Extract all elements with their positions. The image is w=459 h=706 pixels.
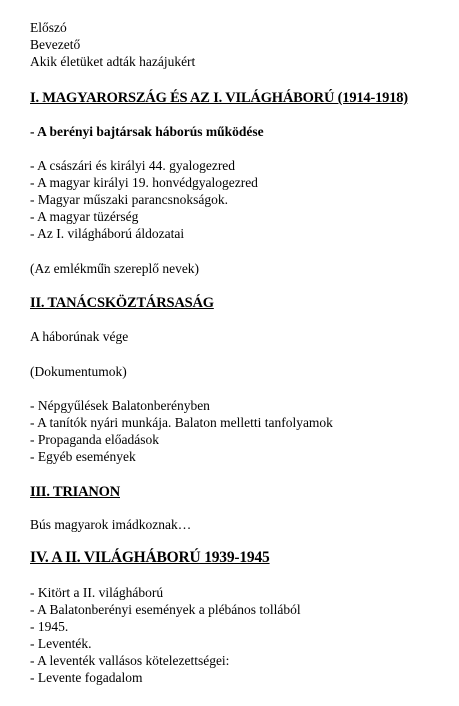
- section-4-item: - A leventék vallásos kötelezettségei:: [30, 653, 230, 668]
- section-1-item: - A magyar királyi 19. honvédgyalogezred: [30, 175, 258, 190]
- introduction-entry: Bevezető: [30, 37, 81, 52]
- section-1-title: I. MAGYARORSZÁG ÉS AZ I. VILÁGHÁBORÚ (1914-1918): [30, 90, 408, 106]
- section-4-item: - Levente fogadalom: [30, 670, 143, 685]
- section-2-item: - Propaganda előadások: [30, 432, 159, 447]
- section-1-item: - A magyar tüzérség: [30, 209, 139, 224]
- section-1-note: (Az emlékmű̈n szereplő nevek): [30, 261, 200, 276]
- section-1-subtitle: - A berényi bajtársak háborús működése: [30, 124, 264, 139]
- section-3-title: III. TRIANON: [30, 484, 120, 500]
- section-3-text: Bús magyarok imádkoznak…: [30, 517, 192, 532]
- dedication-entry: Akik életüket adták hazájukért: [30, 54, 196, 69]
- section-4-item: - Kitört a II. világháború: [30, 585, 164, 600]
- section-4-title: IV. A II. VILÁGHÁBORÚ 1939-1945: [30, 549, 270, 566]
- section-4-item: - A Balatonberényi események a plébános tollából: [30, 602, 301, 617]
- section-4-item: - Leventék.: [30, 636, 92, 651]
- section-2-item: - A tanítók nyári munkája. Balaton melletti tanfolyamok: [30, 415, 333, 430]
- section-1-item: - Magyar műszaki parancsnokságok.: [30, 192, 228, 207]
- section-2-title: II. TANÁCSKÖZTÁRSASÁG: [30, 295, 214, 311]
- section-2-item: - Népgyűlések Balatonberényben: [30, 398, 210, 413]
- section-2-intro: A háborúnak vége: [30, 329, 129, 344]
- section-1-item: - Az I. világháború áldozatai: [30, 226, 185, 241]
- section-2-item: - Egyéb események: [30, 449, 136, 464]
- section-1-item: - A császári és királyi 44. gyalogezred: [30, 158, 236, 173]
- section-2-note: (Dokumentumok): [30, 364, 127, 379]
- foreword-entry: Előszó: [30, 20, 67, 35]
- section-4-item: - 1945.: [30, 619, 69, 634]
